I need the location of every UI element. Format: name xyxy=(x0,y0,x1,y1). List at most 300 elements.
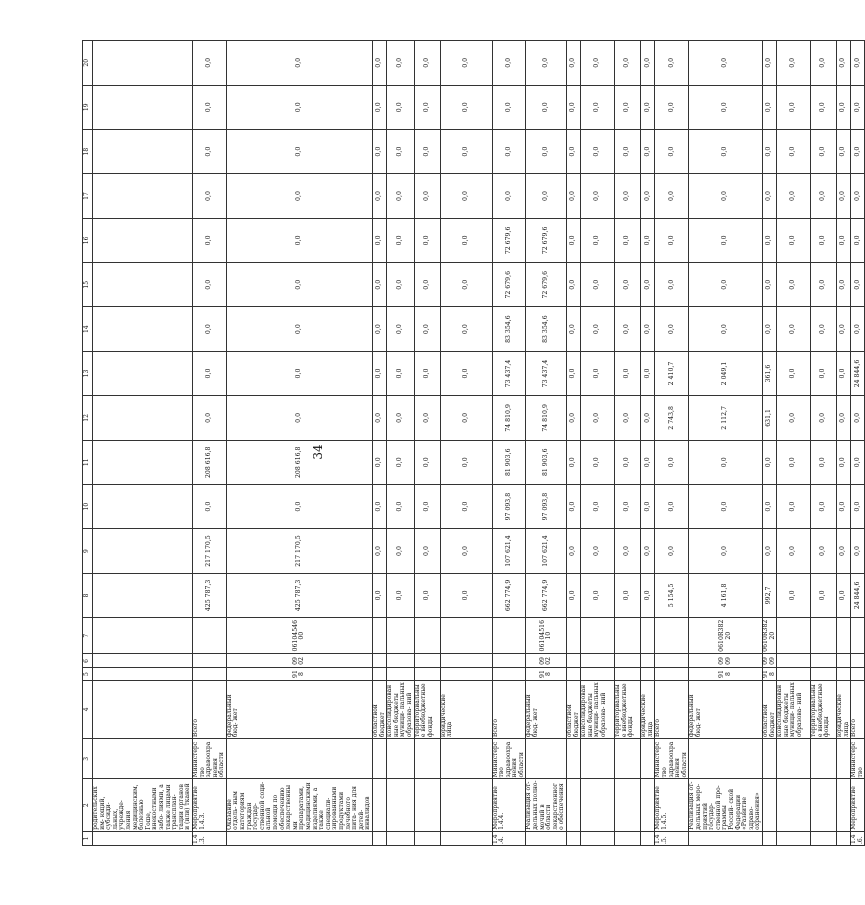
table-cell: 0,0 xyxy=(837,351,851,395)
table-cell xyxy=(837,654,851,668)
table-cell: 72 679,6 xyxy=(526,263,567,307)
table-cell xyxy=(851,668,865,680)
table-cell: 0,0 xyxy=(526,41,567,86)
table-cell: 0,0 xyxy=(655,307,689,351)
header-cell: 9 xyxy=(83,529,93,573)
table-cell: консолидированные бюджеты муници- пальных образова- ний xyxy=(777,680,811,739)
table-cell xyxy=(615,831,641,845)
table-cell: 0,0 xyxy=(851,85,865,129)
table-cell xyxy=(811,831,837,845)
table-cell: областной бюджет xyxy=(567,680,581,739)
table-cell: 0,0 xyxy=(567,396,581,440)
budget-table xyxy=(82,40,865,846)
table-cell xyxy=(581,779,615,831)
table-cell: 0610454600 xyxy=(226,618,372,654)
table-cell: 0,0 xyxy=(226,129,372,173)
table-cell: Оказание отдель- ным категориям граждан государ- ственной соци- альной помощи по обеспечению лекарственными препаратами, медицинскими изделиями, а также специали- зированными продуктами лечебного пита- ния для детей- инвалидов xyxy=(226,779,372,831)
table-cell: 0,0 xyxy=(811,440,837,484)
table-cell: Мероприятие 1.4.4. xyxy=(492,779,526,831)
table-cell: Всего xyxy=(655,680,689,739)
table-cell: 2 112,7 xyxy=(689,396,763,440)
table-cell: 0,0 xyxy=(226,263,372,307)
table-cell: 0,0 xyxy=(372,573,386,617)
table-cell xyxy=(93,263,193,307)
table-cell: 0,0 xyxy=(641,263,655,307)
table-cell xyxy=(811,618,837,654)
table-cell: 0,0 xyxy=(372,484,386,528)
table-cell: территориальные внебюджетные фонды xyxy=(615,680,641,739)
table-cell: 0,0 xyxy=(641,307,655,351)
table-cell: 0,0 xyxy=(851,174,865,218)
table-cell: 0,0 xyxy=(837,129,851,173)
table-cell: 0,0 xyxy=(851,263,865,307)
table-cell: 425 787,3 xyxy=(192,573,226,617)
table-cell: 0,0 xyxy=(641,351,655,395)
table-cell: 0,0 xyxy=(641,218,655,262)
table-cell: 0,0 xyxy=(192,41,226,86)
header-cell: 14 xyxy=(83,307,93,351)
table-cell: 0,0 xyxy=(192,484,226,528)
table-cell: 0,0 xyxy=(387,263,414,307)
table-cell: 0,0 xyxy=(581,573,615,617)
table-cell xyxy=(641,739,655,779)
table-cell xyxy=(837,739,851,779)
table-cell: 0902 xyxy=(526,654,567,668)
table-cell: 0610R38220 xyxy=(762,618,776,654)
table-cell: 0,0 xyxy=(615,218,641,262)
table-cell: 0,0 xyxy=(777,85,811,129)
table-cell: 0,0 xyxy=(440,529,492,573)
table-cell: 0,0 xyxy=(811,174,837,218)
table-cell xyxy=(837,831,851,845)
table-cell: 0,0 xyxy=(440,41,492,86)
table-cell: 208 616,8 xyxy=(192,440,226,484)
table-cell: 0,0 xyxy=(372,351,386,395)
table-cell xyxy=(689,739,763,779)
table-cell: 0,0 xyxy=(226,174,372,218)
table-cell: 0,0 xyxy=(581,174,615,218)
table-cell xyxy=(851,618,865,654)
table-cell xyxy=(567,739,581,779)
table-cell: 0,0 xyxy=(655,174,689,218)
table-cell xyxy=(581,739,615,779)
table-cell: 0,0 xyxy=(615,129,641,173)
table-row xyxy=(414,41,440,846)
table-cell xyxy=(93,129,193,173)
table-cell: 0,0 xyxy=(641,174,655,218)
table-cell: 662 774,9 xyxy=(526,573,567,617)
table-cell: 0,0 xyxy=(777,174,811,218)
table-cell xyxy=(93,484,193,528)
table-cell: 0,0 xyxy=(837,440,851,484)
table-cell: 0,0 xyxy=(387,174,414,218)
table-row xyxy=(615,41,641,846)
table-cell: 0,0 xyxy=(762,440,776,484)
table-cell: 1.4.5. xyxy=(655,831,689,845)
table-cell xyxy=(93,654,193,668)
table-cell: 0,0 xyxy=(372,440,386,484)
table-cell: 0,0 xyxy=(811,573,837,617)
table-cell: 0,0 xyxy=(440,263,492,307)
table-cell: 0,0 xyxy=(615,573,641,617)
table-cell: 0,0 xyxy=(641,573,655,617)
table-cell: 0,0 xyxy=(811,85,837,129)
table-cell xyxy=(777,831,811,845)
table-cell xyxy=(837,618,851,654)
header-cell: 18 xyxy=(83,129,93,173)
table-cell xyxy=(372,831,386,845)
table-cell: 24 844,6 xyxy=(851,351,865,395)
table-cell: 0,0 xyxy=(615,529,641,573)
table-cell: 0,0 xyxy=(762,218,776,262)
table-cell: 97 093,8 xyxy=(526,484,567,528)
table-cell: 0,0 xyxy=(581,41,615,86)
table-cell: 0,0 xyxy=(492,41,526,86)
table-row xyxy=(762,41,776,846)
page-number: 34 xyxy=(311,444,325,460)
table-cell: 0,0 xyxy=(655,440,689,484)
table-cell: 0,0 xyxy=(414,218,440,262)
table-cell: 0,0 xyxy=(440,174,492,218)
table-cell: 0,0 xyxy=(811,129,837,173)
table-cell: федеральный бюд- жет xyxy=(526,680,567,739)
table-cell: 0,0 xyxy=(762,174,776,218)
table-cell: 0,0 xyxy=(387,218,414,262)
table-cell xyxy=(777,668,811,680)
table-cell: 0,0 xyxy=(777,263,811,307)
table-cell xyxy=(615,618,641,654)
table-cell: 0,0 xyxy=(567,218,581,262)
table-cell: 0,0 xyxy=(615,440,641,484)
header-cell: 2 xyxy=(83,779,93,831)
table-cell: 0,0 xyxy=(414,174,440,218)
table-cell xyxy=(414,654,440,668)
table-cell xyxy=(641,618,655,654)
table-cell: юридические лица xyxy=(837,680,851,739)
table-cell: 0,0 xyxy=(777,573,811,617)
table-cell: 74 810,9 xyxy=(492,396,526,440)
table-cell xyxy=(192,668,226,680)
table-cell: консолидированные бюджеты муници- пальных образова- ний xyxy=(581,680,615,739)
table-cell: 0,0 xyxy=(811,307,837,351)
table-cell: 0,0 xyxy=(655,129,689,173)
table-cell xyxy=(93,351,193,395)
table-cell: 0,0 xyxy=(762,529,776,573)
table-cell xyxy=(837,668,851,680)
table-cell: 1.4.4. xyxy=(492,831,526,845)
table-cell: 0,0 xyxy=(851,396,865,440)
table-cell: юридические лица xyxy=(641,680,655,739)
table-cell: 918 xyxy=(689,668,763,680)
table-cell: 0,0 xyxy=(762,85,776,129)
table-cell: 0,0 xyxy=(851,218,865,262)
table-cell xyxy=(811,668,837,680)
table-cell: 0,0 xyxy=(567,85,581,129)
header-cell: 7 xyxy=(83,618,93,654)
table-cell: Мероприятие xyxy=(851,779,865,831)
table-cell: 0,0 xyxy=(192,85,226,129)
table-cell: 0,0 xyxy=(567,440,581,484)
table-cell: 1.4.3. xyxy=(192,831,226,845)
table-cell xyxy=(641,831,655,845)
table-cell: 0,0 xyxy=(440,484,492,528)
table-cell xyxy=(567,779,581,831)
table-cell: 992,7 xyxy=(762,573,776,617)
table-cell: 0,0 xyxy=(192,307,226,351)
table-cell: 0,0 xyxy=(372,396,386,440)
table-cell xyxy=(689,831,763,845)
table-cell: 0,0 xyxy=(655,41,689,86)
table-cell: 0,0 xyxy=(837,41,851,86)
table-cell: 0,0 xyxy=(811,263,837,307)
table-cell: 0,0 xyxy=(414,41,440,86)
table-cell: 0,0 xyxy=(581,307,615,351)
table-cell: 0,0 xyxy=(567,129,581,173)
table-cell xyxy=(655,668,689,680)
table-cell: 0,0 xyxy=(689,484,763,528)
table-row xyxy=(492,41,526,846)
table-row xyxy=(387,41,414,846)
table-cell xyxy=(581,831,615,845)
table-cell xyxy=(567,668,581,680)
table-cell: 0,0 xyxy=(689,85,763,129)
table-cell: 0,0 xyxy=(226,307,372,351)
table-cell: 0,0 xyxy=(192,129,226,173)
table-cell: 0,0 xyxy=(226,351,372,395)
table-cell: 0,0 xyxy=(387,307,414,351)
header-cell: 19 xyxy=(83,85,93,129)
table-cell: 0,0 xyxy=(837,307,851,351)
header-cell: 3 xyxy=(83,739,93,779)
table-cell xyxy=(440,831,492,845)
table-cell xyxy=(492,618,526,654)
table-cell: 1.4.6. xyxy=(851,831,865,845)
table-cell: 0,0 xyxy=(192,218,226,262)
table-cell: 0,0 xyxy=(372,218,386,262)
table-cell: 0,0 xyxy=(777,484,811,528)
header-cell: 17 xyxy=(83,174,93,218)
table-cell: 0610R38220 xyxy=(689,618,763,654)
table-cell: 0,0 xyxy=(581,351,615,395)
header-cell: 1 xyxy=(83,831,93,845)
table-cell: 0,0 xyxy=(641,440,655,484)
table-cell xyxy=(93,739,193,779)
table-cell xyxy=(372,618,386,654)
table-cell xyxy=(93,307,193,351)
table-cell: 0,0 xyxy=(615,85,641,129)
rotated-table-frame xyxy=(82,40,864,846)
header-cell: 15 xyxy=(83,263,93,307)
table-cell xyxy=(492,668,526,680)
table-cell: 2 049,1 xyxy=(689,351,763,395)
table-cell: 361,6 xyxy=(762,351,776,395)
table-cell xyxy=(93,680,193,739)
table-cell: 0,0 xyxy=(762,129,776,173)
table-cell xyxy=(655,618,689,654)
table-cell: 0,0 xyxy=(226,218,372,262)
table-cell: 0,0 xyxy=(414,396,440,440)
table-cell: 0,0 xyxy=(567,41,581,86)
table-cell: 0,0 xyxy=(567,263,581,307)
table-cell xyxy=(440,618,492,654)
table-cell xyxy=(387,831,414,845)
table-cell: 0,0 xyxy=(641,529,655,573)
table-cell: 0,0 xyxy=(689,307,763,351)
table-cell: родительских им- ющий, субсиди- льных, учрежде- ления медицинским, болезнью Гоше, внекостными забо- лиями, а также лицами трансплан- тации органов и (или) тканей xyxy=(93,779,193,831)
table-cell: 0,0 xyxy=(851,129,865,173)
table-cell xyxy=(762,831,776,845)
table-cell: 0,0 xyxy=(615,263,641,307)
table-cell xyxy=(93,529,193,573)
table-cell: 0,0 xyxy=(440,396,492,440)
table-cell: 81 903,6 xyxy=(526,440,567,484)
table-cell: 0,0 xyxy=(777,129,811,173)
table-cell xyxy=(93,85,193,129)
table-cell: 0,0 xyxy=(414,484,440,528)
table-cell: 0,0 xyxy=(777,351,811,395)
header-cell: 11 xyxy=(83,440,93,484)
table-cell xyxy=(762,779,776,831)
table-row xyxy=(226,41,372,846)
table-cell: территориальные внебюджетные фонды xyxy=(811,680,837,739)
table-cell: 0,0 xyxy=(492,174,526,218)
table-cell: 0,0 xyxy=(641,484,655,528)
table-cell: 73 437,4 xyxy=(526,351,567,395)
table-cell: 918 xyxy=(762,668,776,680)
table-cell xyxy=(93,668,193,680)
table-cell: 0,0 xyxy=(851,307,865,351)
table-cell: 0,0 xyxy=(851,440,865,484)
table-cell: 0,0 xyxy=(387,440,414,484)
table-cell: 0,0 xyxy=(372,85,386,129)
table-cell: 0,0 xyxy=(440,351,492,395)
table-cell: 0,0 xyxy=(492,129,526,173)
table-cell: 0,0 xyxy=(615,307,641,351)
table-cell: 0,0 xyxy=(811,396,837,440)
table-cell: 0,0 xyxy=(615,174,641,218)
table-cell: 107 621,4 xyxy=(526,529,567,573)
header-cell: 12 xyxy=(83,396,93,440)
table-cell xyxy=(641,668,655,680)
table-cell xyxy=(387,654,414,668)
table-cell xyxy=(567,831,581,845)
table-row xyxy=(581,41,615,846)
table-cell xyxy=(567,654,581,668)
table-cell: 0,0 xyxy=(689,263,763,307)
table-cell xyxy=(526,739,567,779)
table-cell: 0,0 xyxy=(387,573,414,617)
table-cell: 0,0 xyxy=(414,529,440,573)
table-cell: 0,0 xyxy=(567,174,581,218)
table-cell xyxy=(387,618,414,654)
header-cell: 20 xyxy=(83,41,93,86)
table-cell xyxy=(93,618,193,654)
table-cell xyxy=(192,618,226,654)
table-cell: 0,0 xyxy=(581,218,615,262)
table-cell: 0,0 xyxy=(387,85,414,129)
table-row xyxy=(567,41,581,846)
table-cell: 0,0 xyxy=(567,573,581,617)
table-cell: областной бюджет xyxy=(372,680,386,739)
table-cell: 0,0 xyxy=(414,573,440,617)
table-cell: 0,0 xyxy=(655,484,689,528)
table-cell: 0909 xyxy=(762,654,776,668)
table-cell: федеральный бюд- жет xyxy=(689,680,763,739)
table-cell: 0,0 xyxy=(226,41,372,86)
table-row xyxy=(851,41,865,846)
table-cell xyxy=(581,654,615,668)
table-cell: 0,0 xyxy=(440,218,492,262)
table-cell: территориальные внебюджетные фонды xyxy=(414,680,440,739)
table-cell: 0,0 xyxy=(440,85,492,129)
table-cell: 0,0 xyxy=(492,85,526,129)
table-cell: 0,0 xyxy=(372,529,386,573)
table-cell: 0,0 xyxy=(567,351,581,395)
table-cell xyxy=(811,779,837,831)
table-cell: 0,0 xyxy=(581,85,615,129)
table-cell: 0,0 xyxy=(567,529,581,573)
table-cell xyxy=(414,831,440,845)
table-cell: 0,0 xyxy=(762,484,776,528)
table-cell xyxy=(93,174,193,218)
table-cell: 0,0 xyxy=(387,129,414,173)
table-cell: 0,0 xyxy=(526,129,567,173)
table-cell: 0,0 xyxy=(641,41,655,86)
table-cell: 0,0 xyxy=(192,174,226,218)
table-cell xyxy=(440,668,492,680)
table-cell: 0,0 xyxy=(762,263,776,307)
table-cell xyxy=(93,831,193,845)
table-cell: 83 354,6 xyxy=(492,307,526,351)
table-cell xyxy=(372,668,386,680)
table-cell: 0,0 xyxy=(387,484,414,528)
table-cell: 0,0 xyxy=(777,396,811,440)
table-cell: 0,0 xyxy=(414,263,440,307)
table-cell xyxy=(226,739,372,779)
table-cell: Всего xyxy=(192,680,226,739)
table-cell: 0,0 xyxy=(777,218,811,262)
table-cell xyxy=(581,668,615,680)
table-cell: 0,0 xyxy=(689,218,763,262)
table-cell: 0,0 xyxy=(837,484,851,528)
table-cell: 0,0 xyxy=(777,41,811,86)
table-cell: 662 774,9 xyxy=(492,573,526,617)
table-row xyxy=(372,41,386,846)
table-cell: 0,0 xyxy=(655,218,689,262)
table-cell xyxy=(93,440,193,484)
table-cell: 0,0 xyxy=(387,396,414,440)
table-cell: 0,0 xyxy=(387,351,414,395)
table-cell xyxy=(615,654,641,668)
table-cell: 0,0 xyxy=(655,85,689,129)
table-cell xyxy=(851,654,865,668)
table-cell xyxy=(372,779,386,831)
table-cell xyxy=(387,668,414,680)
table-cell: 24 844,6 xyxy=(851,573,865,617)
table-cell xyxy=(777,618,811,654)
table-cell: 217 170,5 xyxy=(226,529,372,573)
table-cell xyxy=(655,654,689,668)
table-cell: Министерство xyxy=(851,739,865,779)
table-cell: 97 093,8 xyxy=(492,484,526,528)
table-cell xyxy=(615,668,641,680)
table-cell: 0,0 xyxy=(837,174,851,218)
table-cell: 0,0 xyxy=(837,263,851,307)
table-cell: 0,0 xyxy=(414,351,440,395)
table-cell: 5 154,5 xyxy=(655,573,689,617)
table-cell: 0,0 xyxy=(655,263,689,307)
header-cell: 8 xyxy=(83,573,93,617)
